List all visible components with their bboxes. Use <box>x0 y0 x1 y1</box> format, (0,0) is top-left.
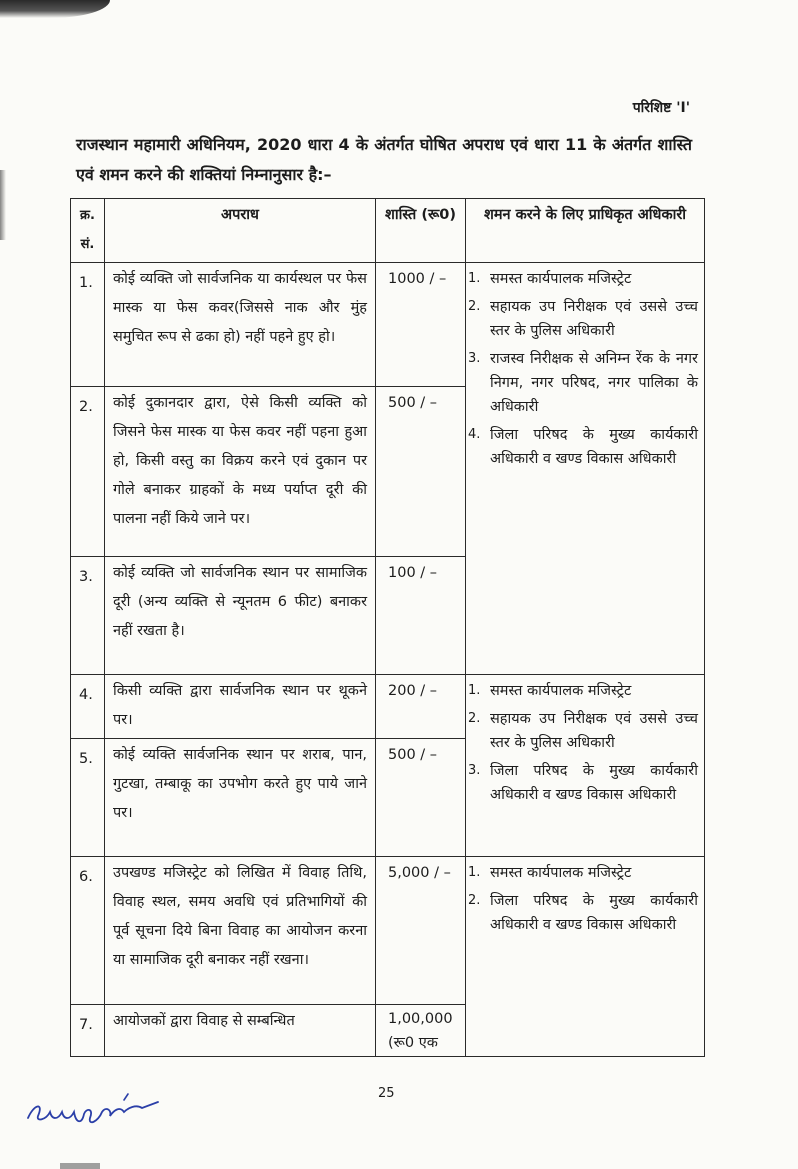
list-item <box>468 889 698 937</box>
list-item <box>468 759 698 807</box>
table-row <box>71 263 705 387</box>
list-item-number: 1. <box>468 683 481 698</box>
row-sn: 4. <box>71 675 105 739</box>
list-item-number: 4. <box>468 427 481 442</box>
authority-list <box>468 861 698 937</box>
row-offence: किसी व्यक्ति द्वारा सार्वजनिक स्थान पर थूकने पर। <box>105 675 376 739</box>
list-item-text: सहायक उप निरीक्षक एवं उससे उच्च स्तर के पुलिस अधिकारी <box>490 711 698 751</box>
authority-list <box>468 267 698 471</box>
row-penalty: 1000 / – <box>376 263 466 387</box>
document-heading: राजस्थान महामारी अधिनियम, 2020 धारा 4 के अंतर्गत घोषित अपराध एवं धारा 11 के अंतर्गत शास्ति एवं शमन करने की शक्तियां निम्नानुसार है:– <box>76 135 692 184</box>
handwritten-signature <box>24 1090 164 1130</box>
list-item <box>468 423 698 471</box>
list-item-text: जिला परिषद के मुख्य कार्यकारी अधिकारी व खण्ड विकास अधिकारी <box>490 427 698 467</box>
header-penalty: शास्ति (रू0) <box>376 199 466 263</box>
scan-bottom-mark <box>60 1163 100 1169</box>
row-offence: कोई व्यक्ति जो सार्वजनिक या कार्यस्थल पर फेस मास्क या फेस कवर(जिससे नाक और मुंह समुचित रूप से ढका हो) नहीं पहने हुए हो। <box>105 263 376 387</box>
authority-cell-group-2 <box>466 675 705 857</box>
list-item-text: राजस्व निरीक्षक से अनिम्न रेंक के नगर निगम, नगर परिषद, नगर पालिका के अधिकारी <box>490 351 698 415</box>
row-offence: आयोजकों द्वारा विवाह से सम्बन्धित <box>105 1005 376 1057</box>
list-item-text: जिला परिषद के मुख्य कार्यकारी अधिकारी व खण्ड विकास अधिकारी <box>490 763 698 803</box>
row-penalty: 100 / – <box>376 557 466 675</box>
row-penalty: 500 / – <box>376 739 466 857</box>
list-item <box>468 267 698 291</box>
row-penalty: 200 / – <box>376 675 466 739</box>
offence-penalty-table <box>70 198 705 1057</box>
row-sn: 2. <box>71 387 105 557</box>
list-item-number: 2. <box>468 711 481 726</box>
list-item <box>468 295 698 343</box>
list-item-number: 3. <box>468 763 481 778</box>
list-item-text: सहायक उप निरीक्षक एवं उससे उच्च स्तर के पुलिस अधिकारी <box>490 299 698 339</box>
list-item-number: 1. <box>468 271 481 286</box>
list-item-number: 3. <box>468 351 481 366</box>
list-item-text: जिला परिषद के मुख्य कार्यकारी अधिकारी व खण्ड विकास अधिकारी <box>490 893 698 933</box>
authority-cell-group-3 <box>466 857 705 1057</box>
row-penalty: 5,000 / – <box>376 857 466 1005</box>
header-offence: अपराध <box>105 199 376 263</box>
header-authority: शमन करने के लिए प्राधिकृत अधिकारी <box>466 199 705 263</box>
list-item-text: समस्त कार्यपालक मजिस्ट्रेट <box>490 865 632 881</box>
table-row <box>71 675 705 739</box>
row-sn: 6. <box>71 857 105 1005</box>
list-item-text: समस्त कार्यपालक मजिस्ट्रेट <box>490 271 632 287</box>
page-number: 25 <box>378 1086 395 1101</box>
row-offence: कोई दुकानदार द्वारा, ऐसे किसी व्यक्ति को जिसने फेस मास्क या फेस कवर नहीं पहना हुआ हो, किसी वस्तु का विक्रय करने एवं दुकान पर गोले बनाकर ग्राहकों के मध्य पर्याप्त दूरी की पालना नहीं किये जाने पर। <box>105 387 376 557</box>
list-item <box>468 679 698 703</box>
annex-label: परिशिष्ट 'I' <box>632 100 690 116</box>
header-sn: क्र. सं. <box>71 199 105 263</box>
table-header-row <box>71 199 705 263</box>
list-item-number: 1. <box>468 865 481 880</box>
row-penalty: 500 / – <box>376 387 466 557</box>
row-penalty: 1,00,000 (रू0 एक <box>376 1005 466 1057</box>
list-item <box>468 347 698 419</box>
authority-cell-group-1 <box>466 263 705 675</box>
scan-edge-mark <box>0 170 6 240</box>
list-item <box>468 861 698 885</box>
row-offence: उपखण्ड मजिस्ट्रेट को लिखित में विवाह तिथि, विवाह स्थल, समय अवधि एवं प्रतिभागियों की पूर्व सूचना दिये बिना विवाह का आयोजन करना या सामाजिक दूरी बनाकर नहीं रखना। <box>105 857 376 1005</box>
row-sn: 1. <box>71 263 105 387</box>
row-sn: 3. <box>71 557 105 675</box>
row-offence: कोई व्यक्ति जो सार्वजनिक स्थान पर सामाजिक दूरी (अन्य व्यक्ति से न्यूनतम 6 फीट) बनाकर नहीं रखता है। <box>105 557 376 675</box>
row-sn: 7. <box>71 1005 105 1057</box>
authority-list <box>468 679 698 807</box>
list-item-text: समस्त कार्यपालक मजिस्ट्रेट <box>490 683 632 699</box>
row-sn: 5. <box>71 739 105 857</box>
table-row <box>71 857 705 1005</box>
list-item-number: 2. <box>468 299 481 314</box>
list-item <box>468 707 698 755</box>
row-offence: कोई व्यक्ति सार्वजनिक स्थान पर शराब, पान, गुटखा, तम्बाकू का उपभोग करते हुए पाये जाने पर। <box>105 739 376 857</box>
scan-corner-shadow <box>0 0 110 18</box>
list-item-number: 2. <box>468 893 481 908</box>
